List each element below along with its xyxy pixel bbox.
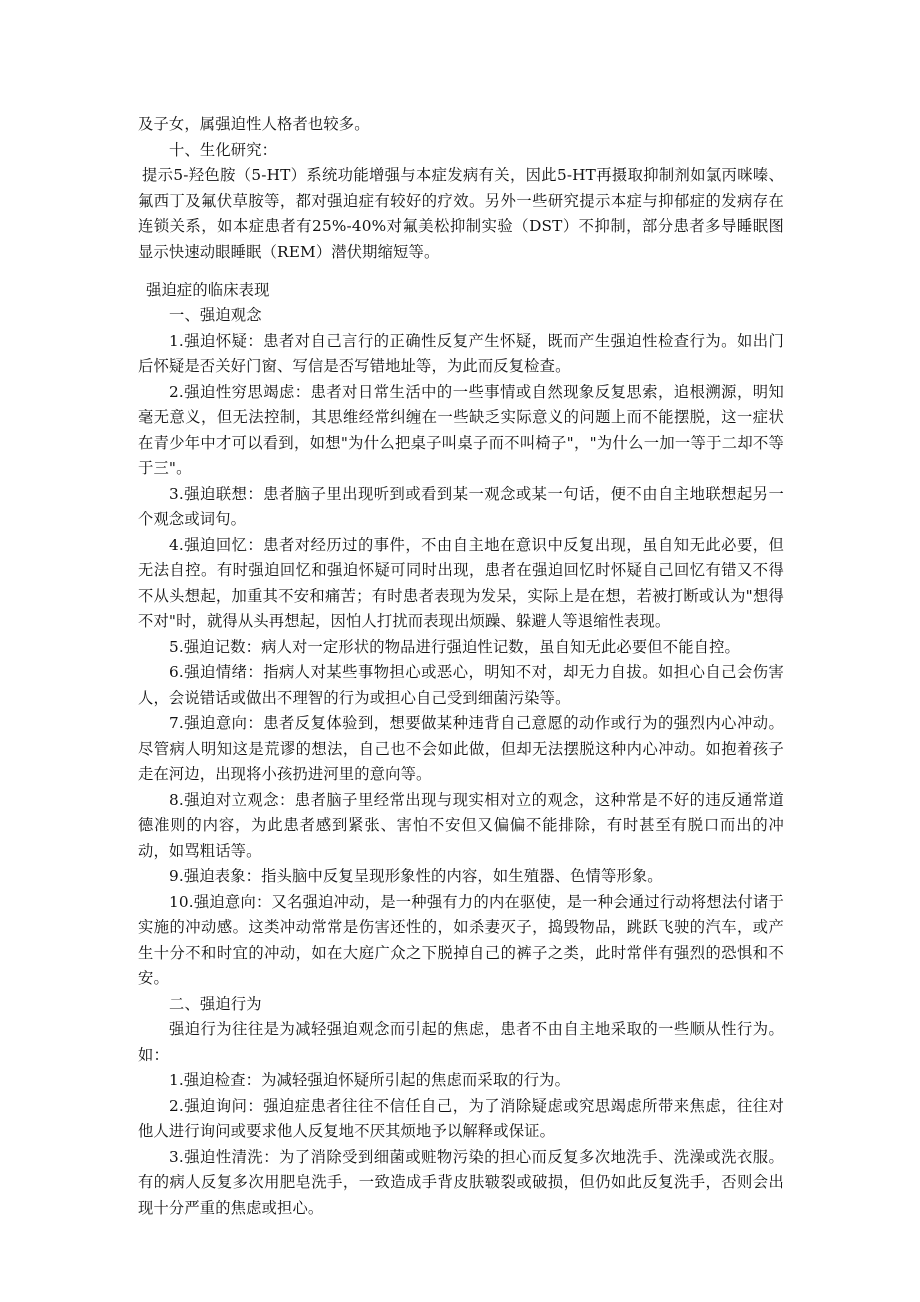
list-item-obsessive-impulse: 10.强迫意向：又名强迫冲动，是一种强有力的内在驱使，是一种会通过行动将想法付诸于实施的冲动感。这类冲动常常是伤害还性的，如杀妻灭子，捣毁物品，跳跃飞驶的汽车，或产生十分不和时宜的冲动，如在大庭广众之下脱掉自己的裤子之类，此时常伴有强烈的恐惧和不安。 [138, 892, 784, 987]
document-body [138, 112, 784, 1221]
list-item-obsessive-doubt: 1.强迫怀疑：患者对自己言行的正确性反复产生怀疑，既而产生强迫性检查行为。如出门后怀疑是否关好门窗、写信是否写错地址等，为此而反复检查。 [138, 331, 784, 375]
list-item-obsessive-counting: 5.强迫记数：病人对一定形状的物品进行强迫性记数，虽自知无此必要但不能自控。 [169, 637, 740, 656]
paragraph-heredity-end: 及子女，属强迫性人格者也较多。 [138, 115, 370, 133]
list-item-compulsive-washing: 3.强迫性清洗：为了消除受到细菌或赃物污染的担心而反复多次地洗手、洗澡或洗衣服。有的病人反复多次用肥皂洗手，一致造成手背皮肤皲裂或破损，但仍如此反复洗手，否则会出现十分严重的焦虑或担心。 [138, 1147, 784, 1217]
paragraph-compulsions-intro: 强迫行为往往是为减轻强迫观念而引起的焦虑，患者不由自主地采取的一些顺从性行为。如： [138, 1020, 784, 1064]
list-item-obsessive-association: 3.强迫联想：患者脑子里出现听到或看到某一观念或某一句话，便不由自主地联想起另一个观念或词句。 [138, 484, 784, 528]
list-item-compulsive-checking: 1.强迫检查：为减轻强迫怀疑所引起的焦虑而采取的行为。 [169, 1071, 571, 1089]
list-item-obsessive-intention: 7.强迫意向：患者反复体验到，想要做某种违背自己意愿的动作或行为的强烈内心冲动。尽管病人明知这是荒谬的想法，自己也不会如此做，但却无法摆脱这种内心冲动。如抱着孩子走在河边，出现将小孩扔进河里的意向等。 [138, 714, 784, 783]
subsection-heading-compulsions: 二、强迫行为 [169, 994, 262, 1013]
subsection-heading-obsessions: 一、强迫观念 [169, 306, 262, 324]
section-title-clinical: 强迫症的临床表现 [146, 280, 270, 299]
list-item-obsessive-imagery: 9.强迫表象：指头脑中反复呈现形象性的内容，如生殖器、色情等形象。 [169, 867, 663, 885]
paragraph-spacer [138, 265, 784, 278]
list-item-obsessive-recall: 4.强迫回忆：患者对经历过的事件，不由自主地在意识中反复出现，虽自知无此必要，但无法自控。有时强迫回忆和强迫怀疑可同时出现，患者在强迫回忆时怀疑自己回忆有错又不得不从头想起，加重其不安和痛苦；有时患者表现为发呆，实际上是在想，若被打断或认为"想得不对"时，就得从头再想起，因怕人打扰而表现出烦躁、躲避人等退缩性表现。 [138, 535, 784, 630]
list-item-obsessive-rumination: 2.强迫性穷思竭虑：患者对日常生活中的一些事情或自然现象反复思索，追根溯源，明知毫无意义，但无法控制，其思维经常纠缠在一些缺乏实际意义的问题上而不能摆脱，这一症状在青少年中才可以看到，如想"为什么把桌子叫桌子而不叫椅子"，"为什么一加一等于二却不等于三"。 [138, 382, 784, 477]
list-item-compulsive-asking: 2.强迫询问：强迫症患者往往不信任自己，为了消除疑虑或究思竭虑所带来焦虑，往往对他人进行询问或要求他人反复地不厌其烦地予以解释或保证。 [138, 1096, 784, 1140]
section-heading-biochemistry: 十、生化研究： [169, 140, 278, 159]
list-item-contrasting-ideas: 8.强迫对立观念：患者脑子里经常出现与现实相对立的观念，这种常是不好的违反通常道德准则的内容，为此患者感到紧张、害怕不安但又偏偏不能排除，有时甚至有脱口而出的冲动，如骂粗话等。 [138, 790, 784, 860]
list-item-obsessive-emotion: 6.强迫情绪：指病人对某些事物担心或恶心，明知不对，却无力自拔。如担心自己会伤害人，会说错话或做出不理智的行为或担心自己受到细菌污染等。 [138, 663, 784, 707]
paragraph-biochemistry: 提示5-羟色胺（5-HT）系统功能增强与本症发病有关，因此5-HT再摄取抑制剂如氯丙咪嗪、氟西丁及氟伏草胺等，都对强迫症有较好的疗效。另外一些研究提示本症与抑郁症的发病存在连锁关系，如本症患者有25%-40%对氟美松抑制实验（DST）不抑制，部分患者多导睡眠图显示快速动眼睡眠（REM）潜伏期缩短等。 [138, 166, 784, 261]
